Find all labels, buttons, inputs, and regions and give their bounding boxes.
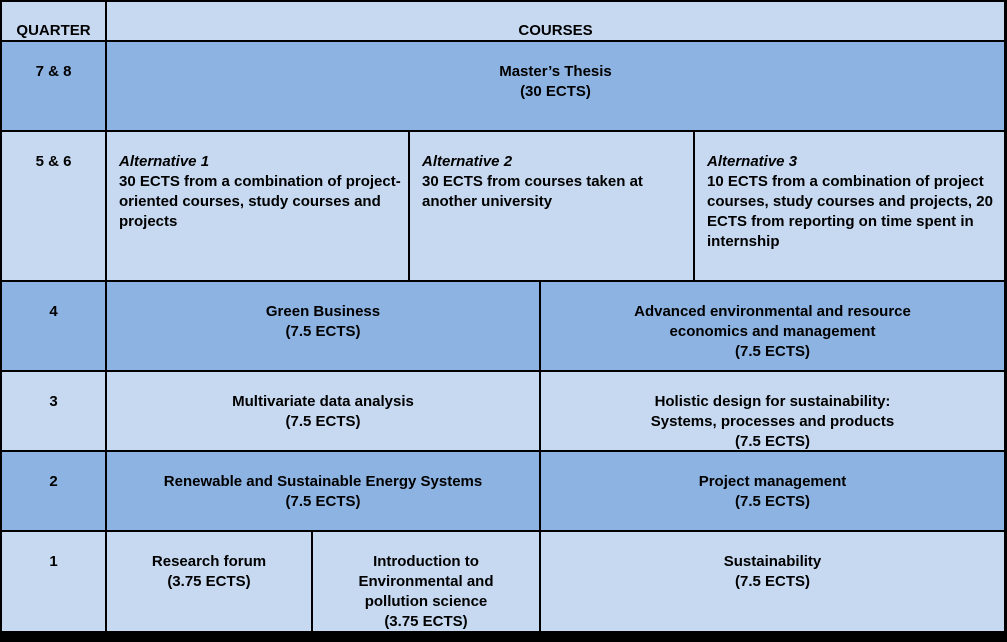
alternative-title: Alternative 1 <box>119 153 210 170</box>
course-title: Project management <box>698 473 847 490</box>
quarter-label: 7 & 8 <box>35 63 72 80</box>
research-forum-cell <box>107 532 311 631</box>
alternative-description: 10 ECTS from a combination of project courses, study courses and projects, 20 ECTS from reporting on time spent in internship <box>707 173 993 250</box>
quarter-cell-3 <box>2 372 105 450</box>
quarter-column-header <box>2 2 105 40</box>
project-management-cell <box>541 452 1004 530</box>
renewable-energy-systems-cell <box>107 452 539 530</box>
quarter-cell-1 <box>2 532 105 631</box>
course-title: Green Business <box>265 303 381 320</box>
course-ects: (3.75 ECTS) <box>384 613 468 630</box>
alternative-title: Alternative 3 <box>707 153 798 170</box>
alternative-description: 30 ECTS from a combination of project-oriented courses, study courses and projects <box>119 173 401 230</box>
courses-column-header <box>107 2 1004 40</box>
course-ects: (30 ECTS) <box>520 83 591 100</box>
advanced-environmental-economics-cell <box>541 282 1004 370</box>
course-title: Master’s Thesis <box>499 63 612 80</box>
masters-thesis-cell <box>107 42 1004 130</box>
course-title: Research forum <box>151 553 267 570</box>
course-ects: (3.75 ECTS) <box>167 573 251 590</box>
course-ects: (7.5 ECTS) <box>285 413 361 430</box>
course-title: Sustainability <box>723 553 822 570</box>
course-title: Introduction to Environmental and pollution science <box>358 553 494 610</box>
quarter-label: 3 <box>49 393 58 410</box>
alternative-description: 30 ECTS from courses taken at another university <box>422 173 643 210</box>
course-ects: (7.5 ECTS) <box>734 573 810 590</box>
course-title: Holistic design for sustainability: Systems, processes and products <box>650 393 895 430</box>
quarter-cell-4 <box>2 282 105 370</box>
alternative-title: Alternative 2 <box>422 153 513 170</box>
quarter-label: 5 & 6 <box>35 153 72 170</box>
quarter-label: 2 <box>49 473 58 490</box>
multivariate-data-analysis-cell <box>107 372 539 450</box>
course-title: Renewable and Sustainable Energy Systems <box>163 473 483 490</box>
course-title: Advanced environmental and resource economics and management <box>634 303 911 340</box>
holistic-design-cell <box>541 372 1004 450</box>
quarter-cell-7-8 <box>2 42 105 130</box>
quarter-cell-5-6 <box>2 132 105 280</box>
course-title: Multivariate data analysis <box>232 393 414 410</box>
green-business-cell <box>107 282 539 370</box>
course-ects: (7.5 ECTS) <box>285 493 361 510</box>
quarter-label: 1 <box>49 553 58 570</box>
alternative-3-cell <box>695 132 1004 280</box>
course-ects: (7.5 ECTS) <box>734 433 810 450</box>
quarter-label: 4 <box>49 303 58 320</box>
sustainability-cell <box>541 532 1004 631</box>
course-ects: (7.5 ECTS) <box>285 323 361 340</box>
intro-environmental-science-cell <box>313 532 539 631</box>
quarter-cell-2 <box>2 452 105 530</box>
alternative-1-cell <box>107 132 408 280</box>
course-ects: (7.5 ECTS) <box>734 493 810 510</box>
courses-header-label: COURSES <box>518 22 593 39</box>
quarter-header-label: QUARTER <box>16 22 91 39</box>
alternative-2-cell <box>410 132 693 280</box>
course-ects: (7.5 ECTS) <box>734 343 810 360</box>
